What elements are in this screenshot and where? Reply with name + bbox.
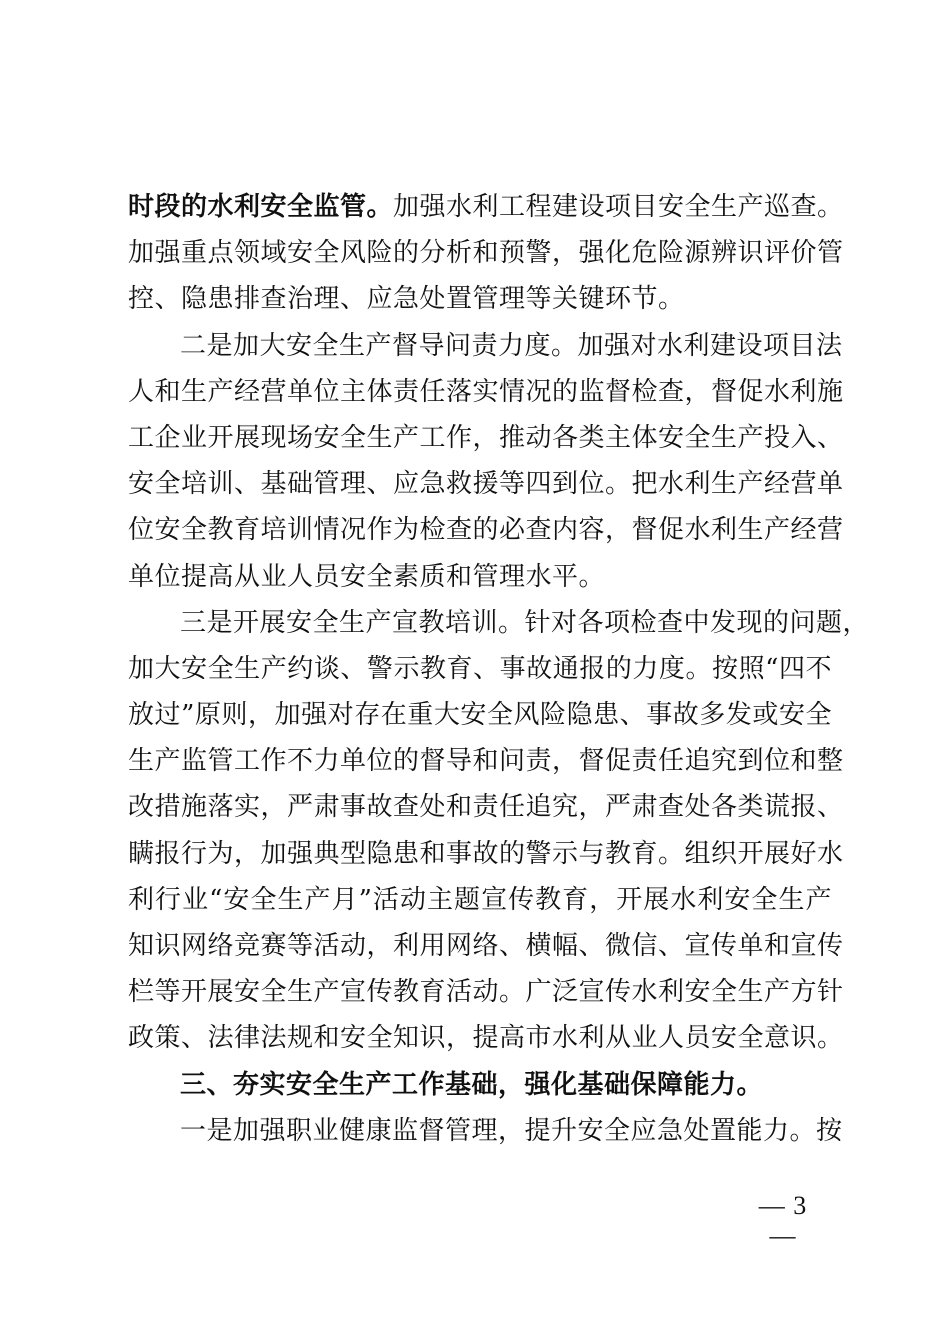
text-line: 单位提高从业人员安全素质和管理水平。 — [128, 561, 606, 592]
text-line: 放过”原则，加强对存在重大安全风险隐患、事故多发或安全 — [128, 700, 832, 731]
text-line: 工企业开展现场安全生产工作，推动各类主体安全生产投入、 — [128, 422, 844, 453]
text-line: 利行业“安全生产月”活动主题宣传教育，开展水利安全生产 — [128, 884, 832, 915]
text-line: 位安全教育培训情况作为检查的必查内容，督促水利生产经营 — [128, 515, 844, 546]
paragraph-first-line: 三是开展安全生产宣教培训。针对各项检查中发现的问题， — [180, 607, 870, 638]
text-line: 加大安全生产约谈、警示教育、事故通报的力度。按照“四不 — [128, 653, 832, 684]
document-body — [128, 184, 870, 1154]
text-line: 控、隐患排查治理、应急处置管理等关键环节。 — [128, 284, 685, 315]
page-number: — 3 — — [758, 1191, 808, 1250]
text-line: 改措施落实，严肃事故查处和责任追究，严肃查处各类谎报、 — [128, 792, 844, 823]
text-line: 栏等开展安全生产宣传教育活动。广泛宣传水利安全生产方针 — [128, 977, 844, 1008]
text-line: 人和生产经营单位主体责任落实情况的监督检查，督促水利施 — [128, 376, 844, 407]
section-heading: 三、夯实安全生产工作基础，强化基础保障能力。 — [180, 1069, 764, 1100]
bold-lead: 时段的水利安全监管。 — [128, 192, 394, 222]
paragraph-first-line: 二是加大安全生产督导问责力度。加强对水利建设项目法 — [180, 330, 843, 361]
text-line: 政策、法律法规和安全知识，提高市水利从业人员安全意识。 — [128, 1023, 844, 1054]
text-line: 生产监管工作不力单位的督导和问责，督促责任追究到位和整 — [128, 746, 844, 777]
paragraph-first-line: 一是加强职业健康监督管理，提升安全应急处置能力。按 — [180, 1115, 843, 1146]
text-line: 加强重点领域安全风险的分析和预警，强化危险源辨识评价管 — [128, 238, 844, 269]
text-line — [128, 184, 844, 230]
text-line: 安全培训、基础管理、应急救援等四到位。把水利生产经营单 — [128, 469, 844, 500]
text-line: 瞒报行为，加强典型隐患和事故的警示与教育。组织开展好水 — [128, 838, 844, 869]
line-text: 加强水利工程建设项目安全生产巡查。 — [393, 192, 844, 222]
text-line: 知识网络竞赛等活动，利用网络、横幅、微信、宣传单和宣传 — [128, 931, 844, 961]
